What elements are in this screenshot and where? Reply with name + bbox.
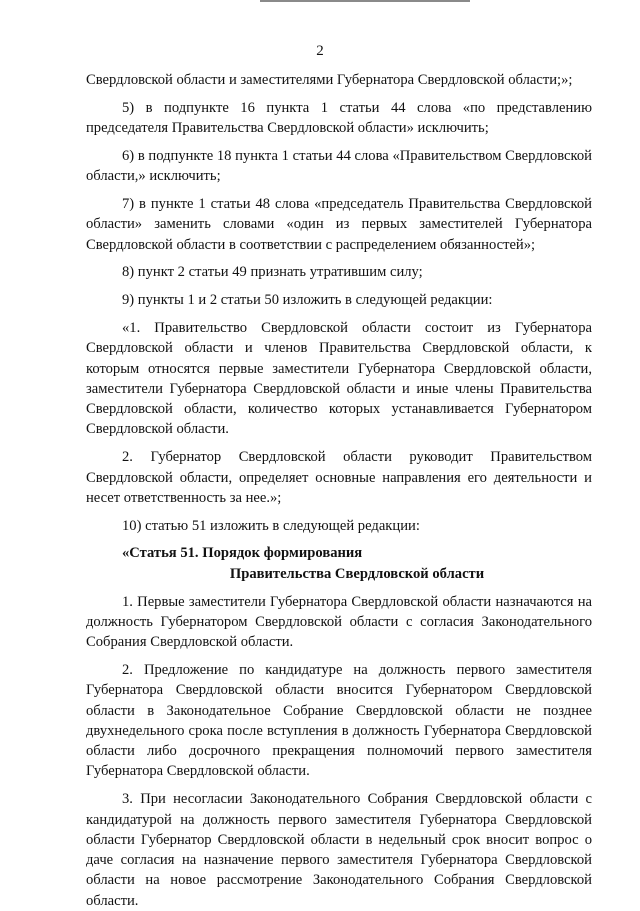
article-point-1: 1. Первые заместители Губернатора Свердловской области назначаются на должность Губернатором Свердловской области с согласия Законодательного Собрания Свердловской области. xyxy=(86,593,592,651)
paragraph-continuation: Свердловской области и заместителями Губернатора Свердловской области;»; xyxy=(86,72,573,88)
quoted-point-1: «1. Правительство Свердловской области состоит из Губернатора Свердловской области и членов Правительства Свердловской области, к которым относятся первые заместители Губернатора Свердловской области, заместители Губернатора Свердловской области и иные члены Правительства Свердловской области, количество которых устанавливается Губернатором Свердловской области. xyxy=(86,319,592,438)
paragraph-item-6: 6) в подпункте 18 пункта 1 статьи 44 слова «Правительством Свердловской области,» исключить; xyxy=(86,147,592,185)
article-point-3: 3. При несогласии Законодательного Собрания Свердловской области с кандидатурой на должность первого заместителя Губернатора Свердловской области Губернатор Свердловской области в недельный срок вносит вопрос о даче согласия на назначение первого заместителя Губернатора Свердловской области на новое рассмотрение Законодательного Собрания Свердловской области. xyxy=(86,791,592,909)
paragraph-item-9: 9) пункты 1 и 2 статьи 50 изложить в следующей редакции: xyxy=(122,292,493,309)
paragraph-item-5: 5) в подпункте 16 пункта 1 статьи 44 слова «по представлению председателя Правительства Свердловской области» исключить; xyxy=(86,99,592,137)
paragraph-item-8: 8) пункт 2 статьи 49 признать утратившим силу; xyxy=(122,264,423,281)
article-heading-line-2: Правительства Свердловской области xyxy=(229,565,485,582)
document-body xyxy=(86,70,592,911)
article-point-2: 2. Предложение по кандидатуре на должность первого заместителя Губернатора Свердловской области вносится Губернатором Свердловской области в Законодательное Собрание Свердловской области не позднее двухнедельного срока после вступления в должность Губернатора Свердловской области либо досрочного прекращения полномочий первого заместителя Губернатора Свердловской области. xyxy=(86,661,592,780)
scan-edge-line xyxy=(260,0,470,2)
paragraph-item-7: 7) в пункте 1 статьи 48 слова «председатель Правительства Свердловской области» заменить словами «один из первых заместителей Губернатора Свердловской области в соответствии с распределением обязанностей»; xyxy=(86,195,592,253)
article-heading-line-1: «Статья 51. Порядок формирования xyxy=(122,545,363,562)
page-number: 2 xyxy=(316,43,324,59)
quoted-point-2: 2. Губернатор Свердловской области руководит Правительством Свердловской области, определяет основные направления его деятельности и несет ответственность за нее.»; xyxy=(86,449,592,506)
paragraph-item-10: 10) статью 51 изложить в следующей редакции: xyxy=(122,517,420,534)
